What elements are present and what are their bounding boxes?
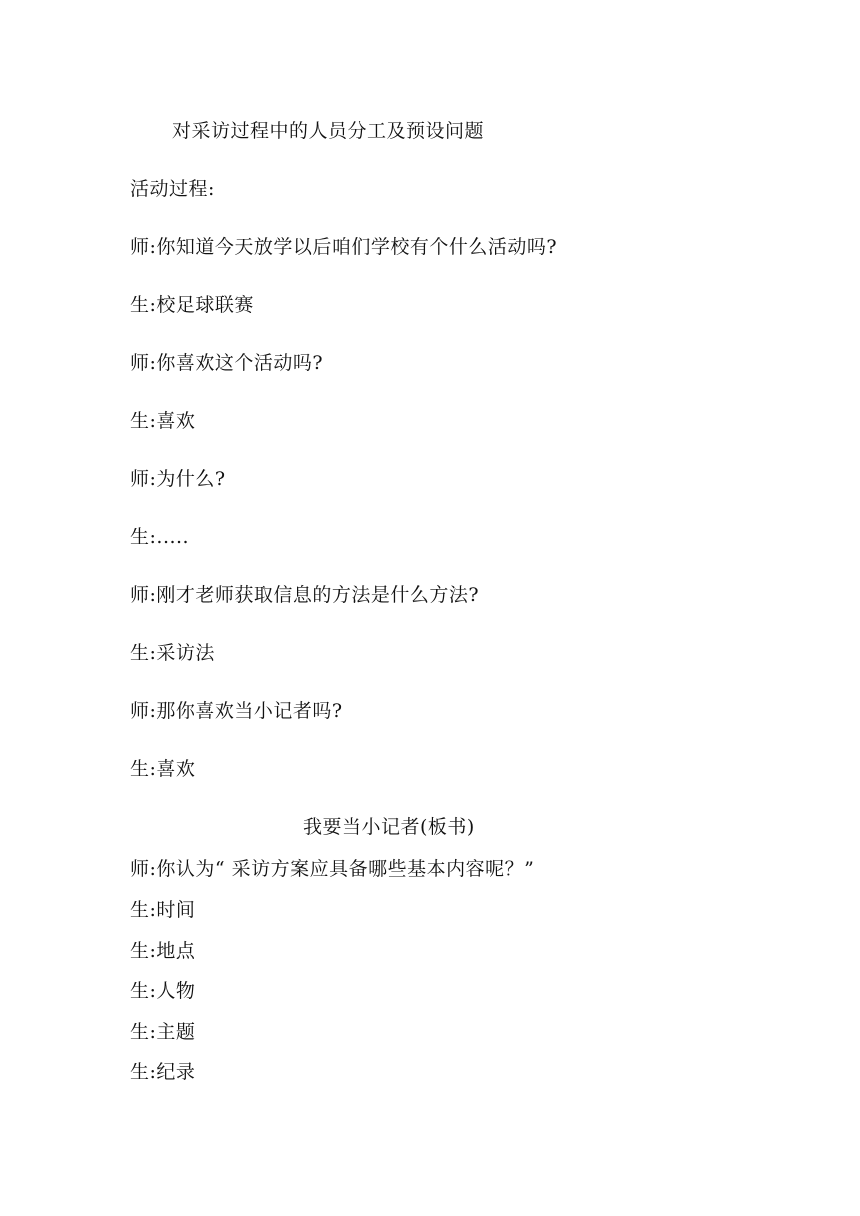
dialogue-line: 师:那你喜欢当小记者吗?: [130, 700, 343, 722]
dialogue-line: 生:喜欢: [130, 758, 196, 780]
dialogue-line: 生:采访法: [130, 642, 215, 664]
dialogue-line: 师:你喜欢这个活动吗?: [130, 352, 324, 374]
dialogue-line: 生:地点: [130, 940, 196, 962]
dialogue-line: 生:校足球联赛: [130, 294, 254, 316]
board-title: 我要当小记者(板书): [303, 816, 475, 838]
dialogue-line: 生:.....: [130, 526, 190, 548]
dialogue-line: 师:为什么?: [130, 468, 226, 490]
dialogue-line: 生:时间: [130, 899, 196, 921]
dialogue-line: 师:你认为“ 采访方案应具备哪些基本内容呢？”: [130, 858, 535, 880]
dialogue-line: 师:刚才老师获取信息的方法是什么方法?: [130, 584, 480, 606]
dialogue-line: 生:主题: [130, 1021, 196, 1043]
dialogue-line: 师:你知道今天放学以后咱们学校有个什么活动吗?: [130, 236, 558, 258]
section-label: 活动过程:: [130, 178, 215, 200]
dialogue-line: 生:喜欢: [130, 410, 196, 432]
dialogue-line: 生:纪录: [130, 1061, 196, 1083]
intro-heading: 对采访过程中的人员分工及预设问题: [172, 120, 485, 142]
dialogue-line: 生:人物: [130, 980, 196, 1002]
